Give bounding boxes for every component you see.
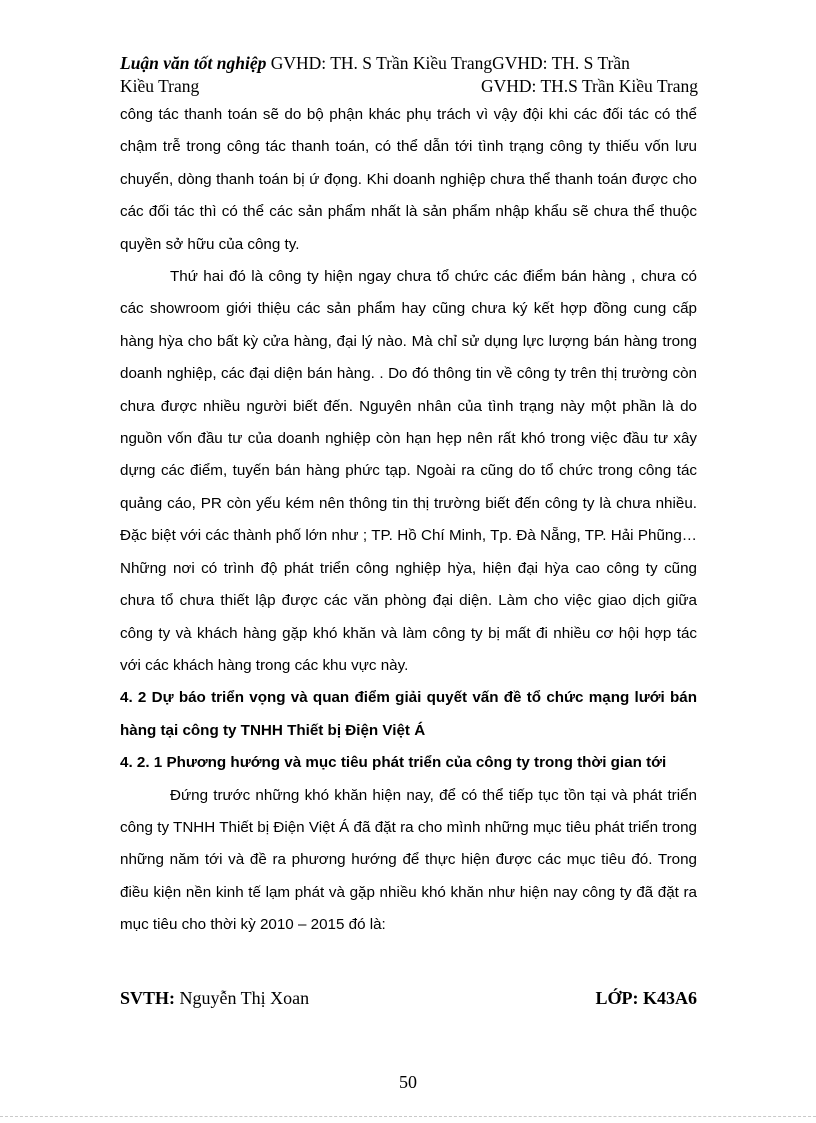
svth-label: SVTH: [120, 988, 176, 1008]
paragraph-2: Thứ hai đó là công ty hiện ngay chưa tổ chức các điểm bán hàng , chưa có các showroom giới thiệu các sản phẩm hay cũng chưa ký kết hợp đồng cung cấp hàng hỳa cho bất kỳ cửa hàng, đại lý nào. Mà chỉ sử dụng lực lượng bán hàng trong doanh nghiệp, các đại diện bán hàng. . Do đó thông tin về công ty trên thị trường còn chưa được nhiều người biết đến. Nguyên nhân của tình trạng này một phần là do nguồn vốn đầu tư của doanh nghiệp còn hạn hẹp nên rất khó trong việc đầu tư xây dựng các điểm, tuyến bán hàng phức tạp. Ngoài ra cũng do tổ chức trong công tác quảng cáo, PR còn yếu kém nên thông tin thị trường biết đến công ty là chưa nhiều. Đặc biệt với các thành phố lớn như ; TP. Hồ Chí Minh, Tp. Đà Nẵng, TP. Hải Phũng… Những nơi có trình độ phát triển công nghiệp hỳa, hiện đại hỳa cao công ty cũng chưa tổ chưa thiết lập được các văn phòng đại diện. Làm cho việc giao dịch giữa công ty và khách hàng gặp khó khăn và làm công ty bị mất đi nhiều cơ hội hợp tác với các khách hàng trong các khu vực này. [120, 268, 697, 674]
advisor-name-continued: Kiều Trang [120, 76, 200, 96]
header-line-1 [120, 52, 698, 75]
student-name: Nguyễn Thị Xoan [175, 988, 310, 1008]
page-header [120, 52, 698, 98]
thesis-title: Luận văn tốt nghiệp [120, 53, 267, 73]
document-body [120, 99, 697, 942]
header-line-2 [120, 75, 698, 98]
page-bottom-divider [0, 1116, 816, 1117]
page-footer [120, 988, 697, 1009]
advisor-repeat: GVHD: TH.S Trần Kiều Trang [480, 76, 698, 96]
section-heading-4-2: 4. 2 Dự báo triển vọng và quan điểm giải quyết vấn đề tổ chức mạng lưới bán hàng tại công ty TNHH Thiết bị Điện Việt Á [120, 689, 697, 739]
section-heading-4-2-1: 4. 2. 1 Phương hướng và mục tiêu phát triển của công ty trong thời gian tới [120, 754, 667, 772]
paragraph-1: công tác thanh toán sẽ do bộ phận khác phụ trách vì vậy đội khi các đối tác có thể chậm trễ trong công tác thanh toán, có thể dẫn tới tình trạng công ty thiếu vốn lưu chuyển, dòng thanh toán bị ứ đọng. Khi doanh nghiệp chưa thể thanh toán được cho các đối tác thì có thể các sản phẩm nhất là sản phẩm nhập khẩu sẽ chưa thể thuộc quyền sở hữu của công ty. [120, 106, 697, 253]
paragraph-3: Đứng trước những khó khăn hiện nay, để có thể tiếp tục tồn tại và phát triển công ty TNHH Thiết bị Điện Việt Á đã đặt ra cho mình những mục tiêu phát triển trong những năm tới và đề ra phương hướng để thực hiện được các mục tiêu đó. Trong điều kiện nền kinh tế lạm phát và gặp nhiều khó khăn như hiện nay công ty đã đặt ra mục tiêu cho thời kỳ 2010 – 2015 đó là: [120, 786, 697, 934]
page-number: 50 [399, 1072, 417, 1092]
advisor-text: GVHD: TH. S Trần Kiều TrangGVHD: TH. S Trần [266, 53, 630, 73]
class-info: LỚP: K43A6 [595, 988, 697, 1008]
student-info [120, 988, 309, 1009]
